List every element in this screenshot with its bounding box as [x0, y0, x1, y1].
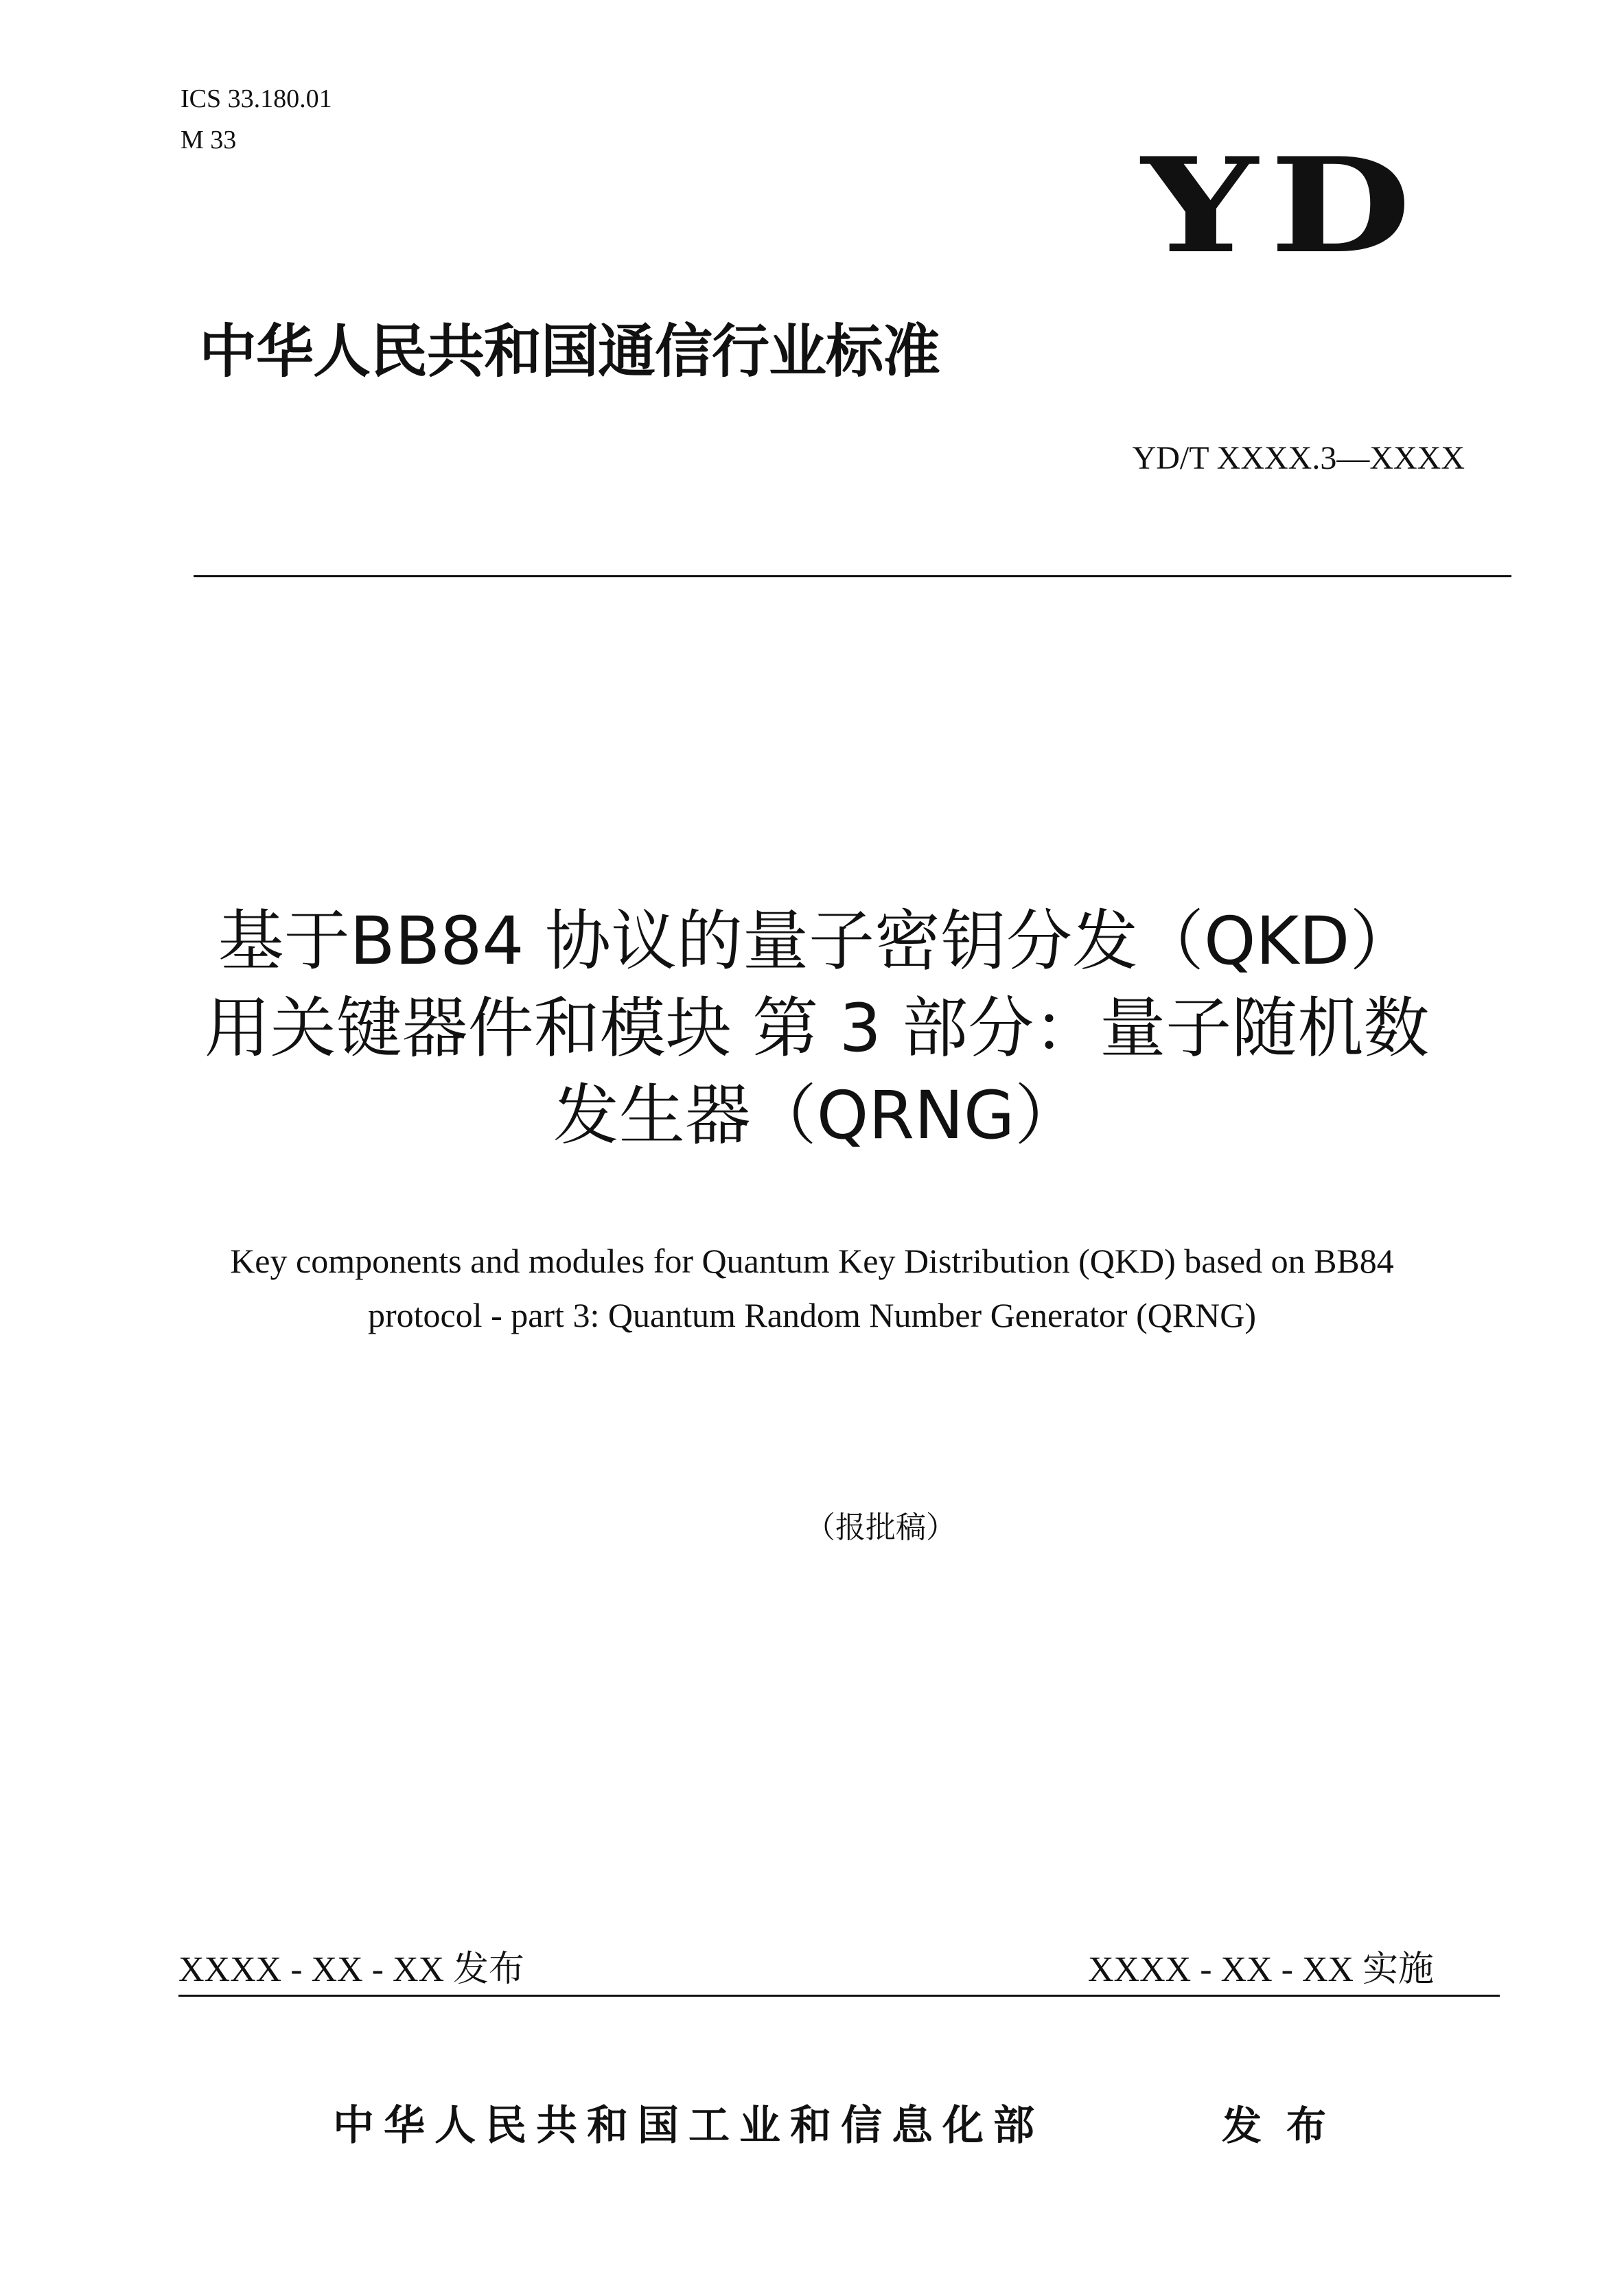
standard-category-title: 中华人民共和国通信行业标准 — [199, 318, 940, 385]
draft-status: （报批稿） — [805, 1510, 956, 1545]
implementation-date: XXXX - XX - XX 实施 — [1088, 1950, 1435, 1989]
chinese-title-line: 用关键器件和模块 第 3 部分：量子随机数 — [204, 990, 1430, 1067]
bottom-divider — [178, 1995, 1500, 1997]
english-title-line: Key components and modules for Quantum Key Distribution (QKD) based on BB84 — [230, 1242, 1394, 1280]
ics-code: ICS 33.180.01 — [181, 84, 332, 113]
chinese-title-line: 基于BB84 协议的量子密钥分发（QKD） — [218, 903, 1416, 979]
yd-logo: YD — [1141, 129, 1423, 282]
chinese-title — [165, 898, 1469, 1159]
top-divider — [194, 575, 1511, 577]
issue-label: 发布 — [1222, 2102, 1352, 2149]
issuing-authority: 中华人民共和国工业和信息化部 — [333, 2102, 1044, 2150]
standard-number: YD/T XXXX.3—XXXX — [1132, 440, 1465, 476]
english-title — [126, 1234, 1498, 1343]
ccs-code: M 33 — [181, 126, 237, 154]
english-title-line: protocol - part 3: Quantum Random Number Generator (QRNG) — [367, 1296, 1257, 1334]
publish-date: XXXX - XX - XX 发布 — [178, 1950, 525, 1989]
chinese-title-line: 发生器（QRNG） — [553, 1077, 1081, 1154]
